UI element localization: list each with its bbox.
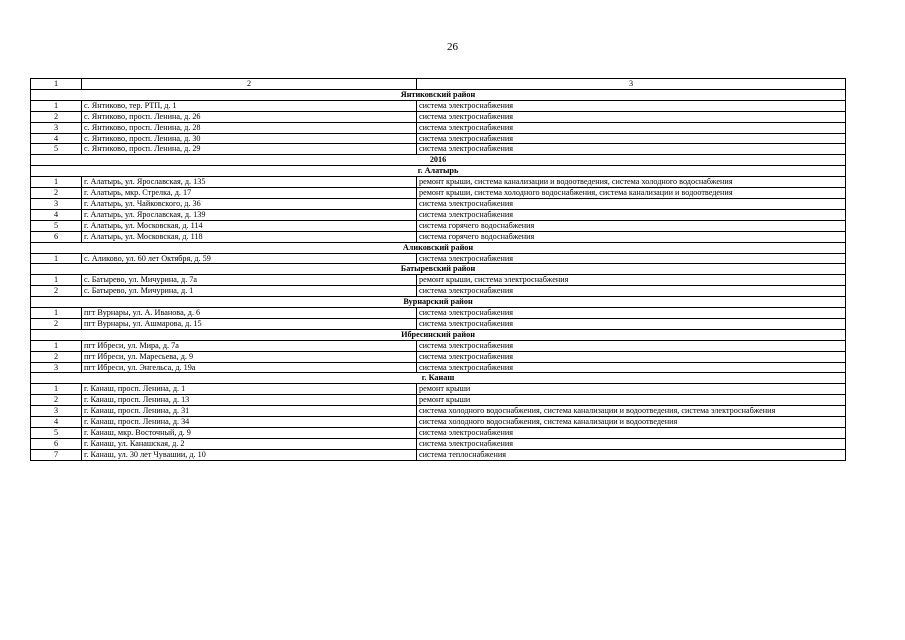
work-type-cell: система горячего водоснабжения xyxy=(417,220,846,231)
table-row xyxy=(31,318,846,329)
table-row xyxy=(31,209,846,220)
work-type-cell: ремонт крыши, система канализации и водоотведения, система холодного водоснабжения xyxy=(417,177,846,188)
table-row xyxy=(31,362,846,373)
table-row xyxy=(31,395,846,406)
work-type-cell: система электроснабжения xyxy=(417,340,846,351)
table-row xyxy=(31,100,846,111)
table-row xyxy=(31,275,846,286)
row-number-cell: 4 xyxy=(31,209,82,220)
work-type-cell: система электроснабжения xyxy=(417,428,846,439)
row-number-cell: 1 xyxy=(31,340,82,351)
table-row xyxy=(31,231,846,242)
row-number-cell: 4 xyxy=(31,417,82,428)
address-cell: с. Батырево, ул. Мичурина, д. 1 xyxy=(82,286,417,297)
work-type-cell: система электроснабжения xyxy=(417,198,846,209)
work-type-cell: ремонт крыши xyxy=(417,395,846,406)
row-number-cell: 1 xyxy=(31,253,82,264)
address-cell: пгт Ибреси, ул. Энгельса, д. 19а xyxy=(82,362,417,373)
section-title: 2016 xyxy=(31,155,846,166)
table-row xyxy=(31,188,846,199)
table-row xyxy=(31,253,846,264)
section-title: Вурнарский район xyxy=(31,297,846,308)
work-type-cell: система электроснабжения xyxy=(417,253,846,264)
address-cell: г. Алатырь, ул. Московская, д. 114 xyxy=(82,220,417,231)
address-cell: с. Батырево, ул. Мичурина, д. 7а xyxy=(82,275,417,286)
address-cell: г. Алатырь, ул. Ярославская, д. 139 xyxy=(82,209,417,220)
row-number-cell: 7 xyxy=(31,449,82,460)
work-type-cell: система электроснабжения xyxy=(417,100,846,111)
section-title: Ибресинский район xyxy=(31,329,846,340)
work-type-cell: система холодного водоснабжения, система канализации и водоотведения xyxy=(417,417,846,428)
address-cell: г. Канаш, ул. 30 лет Чувашии, д. 10 xyxy=(82,449,417,460)
section-header-row xyxy=(31,242,846,253)
table-row xyxy=(31,308,846,319)
address-cell: г. Канаш, просп. Ленина, д. 1 xyxy=(82,384,417,395)
work-type-cell: система теплоснабжения xyxy=(417,449,846,460)
work-type-cell: система электроснабжения xyxy=(417,438,846,449)
row-number-cell: 1 xyxy=(31,308,82,319)
address-cell: с. Аликово, ул. 60 лет Октября, д. 59 xyxy=(82,253,417,264)
section-header-row xyxy=(31,297,846,308)
row-number-cell: 4 xyxy=(31,133,82,144)
page-number: 26 xyxy=(447,41,458,53)
row-number-cell: 5 xyxy=(31,428,82,439)
address-cell: г. Канаш, просп. Ленина, д. 13 xyxy=(82,395,417,406)
row-number-cell: 1 xyxy=(31,384,82,395)
row-number-cell: 2 xyxy=(31,188,82,199)
section-title: Аликовский район xyxy=(31,242,846,253)
section-title: Янтиковский район xyxy=(31,89,846,100)
row-number-cell: 2 xyxy=(31,395,82,406)
row-number-cell: 1 xyxy=(31,177,82,188)
table-row xyxy=(31,340,846,351)
row-number-cell: 6 xyxy=(31,231,82,242)
work-type-cell: система электроснабжения xyxy=(417,351,846,362)
table-row xyxy=(31,177,846,188)
address-cell: пгт Вурнары, ул. Ашмарова, д. 15 xyxy=(82,318,417,329)
table-row xyxy=(31,384,846,395)
table-body xyxy=(31,79,846,461)
row-number-cell: 2 xyxy=(31,286,82,297)
table-row xyxy=(31,417,846,428)
table-row xyxy=(31,286,846,297)
work-type-cell: система электроснабжения xyxy=(417,122,846,133)
row-number-cell: 2 xyxy=(31,351,82,362)
section-header-row xyxy=(31,264,846,275)
section-header-row xyxy=(31,166,846,177)
table-row xyxy=(31,428,846,439)
address-cell: г. Канаш, ул. Канашская, д. 2 xyxy=(82,438,417,449)
table-row xyxy=(31,144,846,155)
work-type-cell: система холодного водоснабжения, система канализации и водоотведения, система электроснабжения xyxy=(417,406,846,417)
row-number-cell: 3 xyxy=(31,362,82,373)
address-cell: с. Янтиково, просп. Ленина, д. 28 xyxy=(82,122,417,133)
section-header-row xyxy=(31,89,846,100)
address-cell: г. Алатырь, ул. Чайковского, д. 36 xyxy=(82,198,417,209)
row-number-cell: 6 xyxy=(31,438,82,449)
column-number-row xyxy=(31,79,846,90)
address-cell: пгт Ибреси, ул. Мира, д. 7а xyxy=(82,340,417,351)
row-number-cell: 1 xyxy=(31,100,82,111)
section-header-row xyxy=(31,329,846,340)
section-header-row xyxy=(31,155,846,166)
work-type-cell: ремонт крыши, система электроснабжения xyxy=(417,275,846,286)
row-number-cell: 3 xyxy=(31,122,82,133)
table-row xyxy=(31,111,846,122)
address-cell: с. Янтиково, просп. Ленина, д. 29 xyxy=(82,144,417,155)
row-number-cell: 1 xyxy=(31,275,82,286)
address-cell: пгт Вурнары, ул. А. Иванова, д. 6 xyxy=(82,308,417,319)
section-header-row xyxy=(31,373,846,384)
address-cell: с. Янтиково, просп. Ленина, д. 30 xyxy=(82,133,417,144)
work-type-cell: система электроснабжения xyxy=(417,362,846,373)
row-number-cell: 3 xyxy=(31,406,82,417)
column-number-3: 3 xyxy=(417,79,846,90)
work-type-cell: система электроснабжения xyxy=(417,133,846,144)
section-title: г. Алатырь xyxy=(31,166,846,177)
row-number-cell: 2 xyxy=(31,318,82,329)
address-cell: с. Янтиково, тер. РТП, д. 1 xyxy=(82,100,417,111)
work-type-cell: система электроснабжения xyxy=(417,318,846,329)
address-cell: с. Янтиково, просп. Ленина, д. 26 xyxy=(82,111,417,122)
table-row xyxy=(31,438,846,449)
column-number-2: 2 xyxy=(82,79,417,90)
row-number-cell: 2 xyxy=(31,111,82,122)
table-row xyxy=(31,198,846,209)
address-cell: г. Алатырь, мкр. Стрелка, д. 17 xyxy=(82,188,417,199)
table-row xyxy=(31,351,846,362)
address-cell: г. Канаш, мкр. Восточный, д. 9 xyxy=(82,428,417,439)
address-cell: г. Алатырь, ул. Ярославская, д. 135 xyxy=(82,177,417,188)
address-cell: г. Канаш, просп. Ленина, д. 34 xyxy=(82,417,417,428)
work-type-cell: система электроснабжения xyxy=(417,144,846,155)
repair-schedule-table xyxy=(30,78,846,461)
work-type-cell: ремонт крыши xyxy=(417,384,846,395)
row-number-cell: 3 xyxy=(31,198,82,209)
table-row xyxy=(31,133,846,144)
table-row xyxy=(31,449,846,460)
address-cell: г. Алатырь, ул. Московская, д. 118 xyxy=(82,231,417,242)
table-row xyxy=(31,122,846,133)
column-number-1: 1 xyxy=(31,79,82,90)
address-cell: пгт Ибреси, ул. Маресьева, д. 9 xyxy=(82,351,417,362)
work-type-cell: система электроснабжения xyxy=(417,286,846,297)
work-type-cell: система электроснабжения xyxy=(417,111,846,122)
row-number-cell: 5 xyxy=(31,144,82,155)
table-row xyxy=(31,406,846,417)
table-row xyxy=(31,220,846,231)
section-title: Батыревский район xyxy=(31,264,846,275)
work-type-cell: система горячего водоснабжения xyxy=(417,231,846,242)
work-type-cell: ремонт крыши, система холодного водоснабжения, система канализации и водоотведения xyxy=(417,188,846,199)
section-title: г. Канаш xyxy=(31,373,846,384)
work-type-cell: система электроснабжения xyxy=(417,209,846,220)
work-type-cell: система электроснабжения xyxy=(417,308,846,319)
address-cell: г. Канаш, просп. Ленина, д. 31 xyxy=(82,406,417,417)
row-number-cell: 5 xyxy=(31,220,82,231)
